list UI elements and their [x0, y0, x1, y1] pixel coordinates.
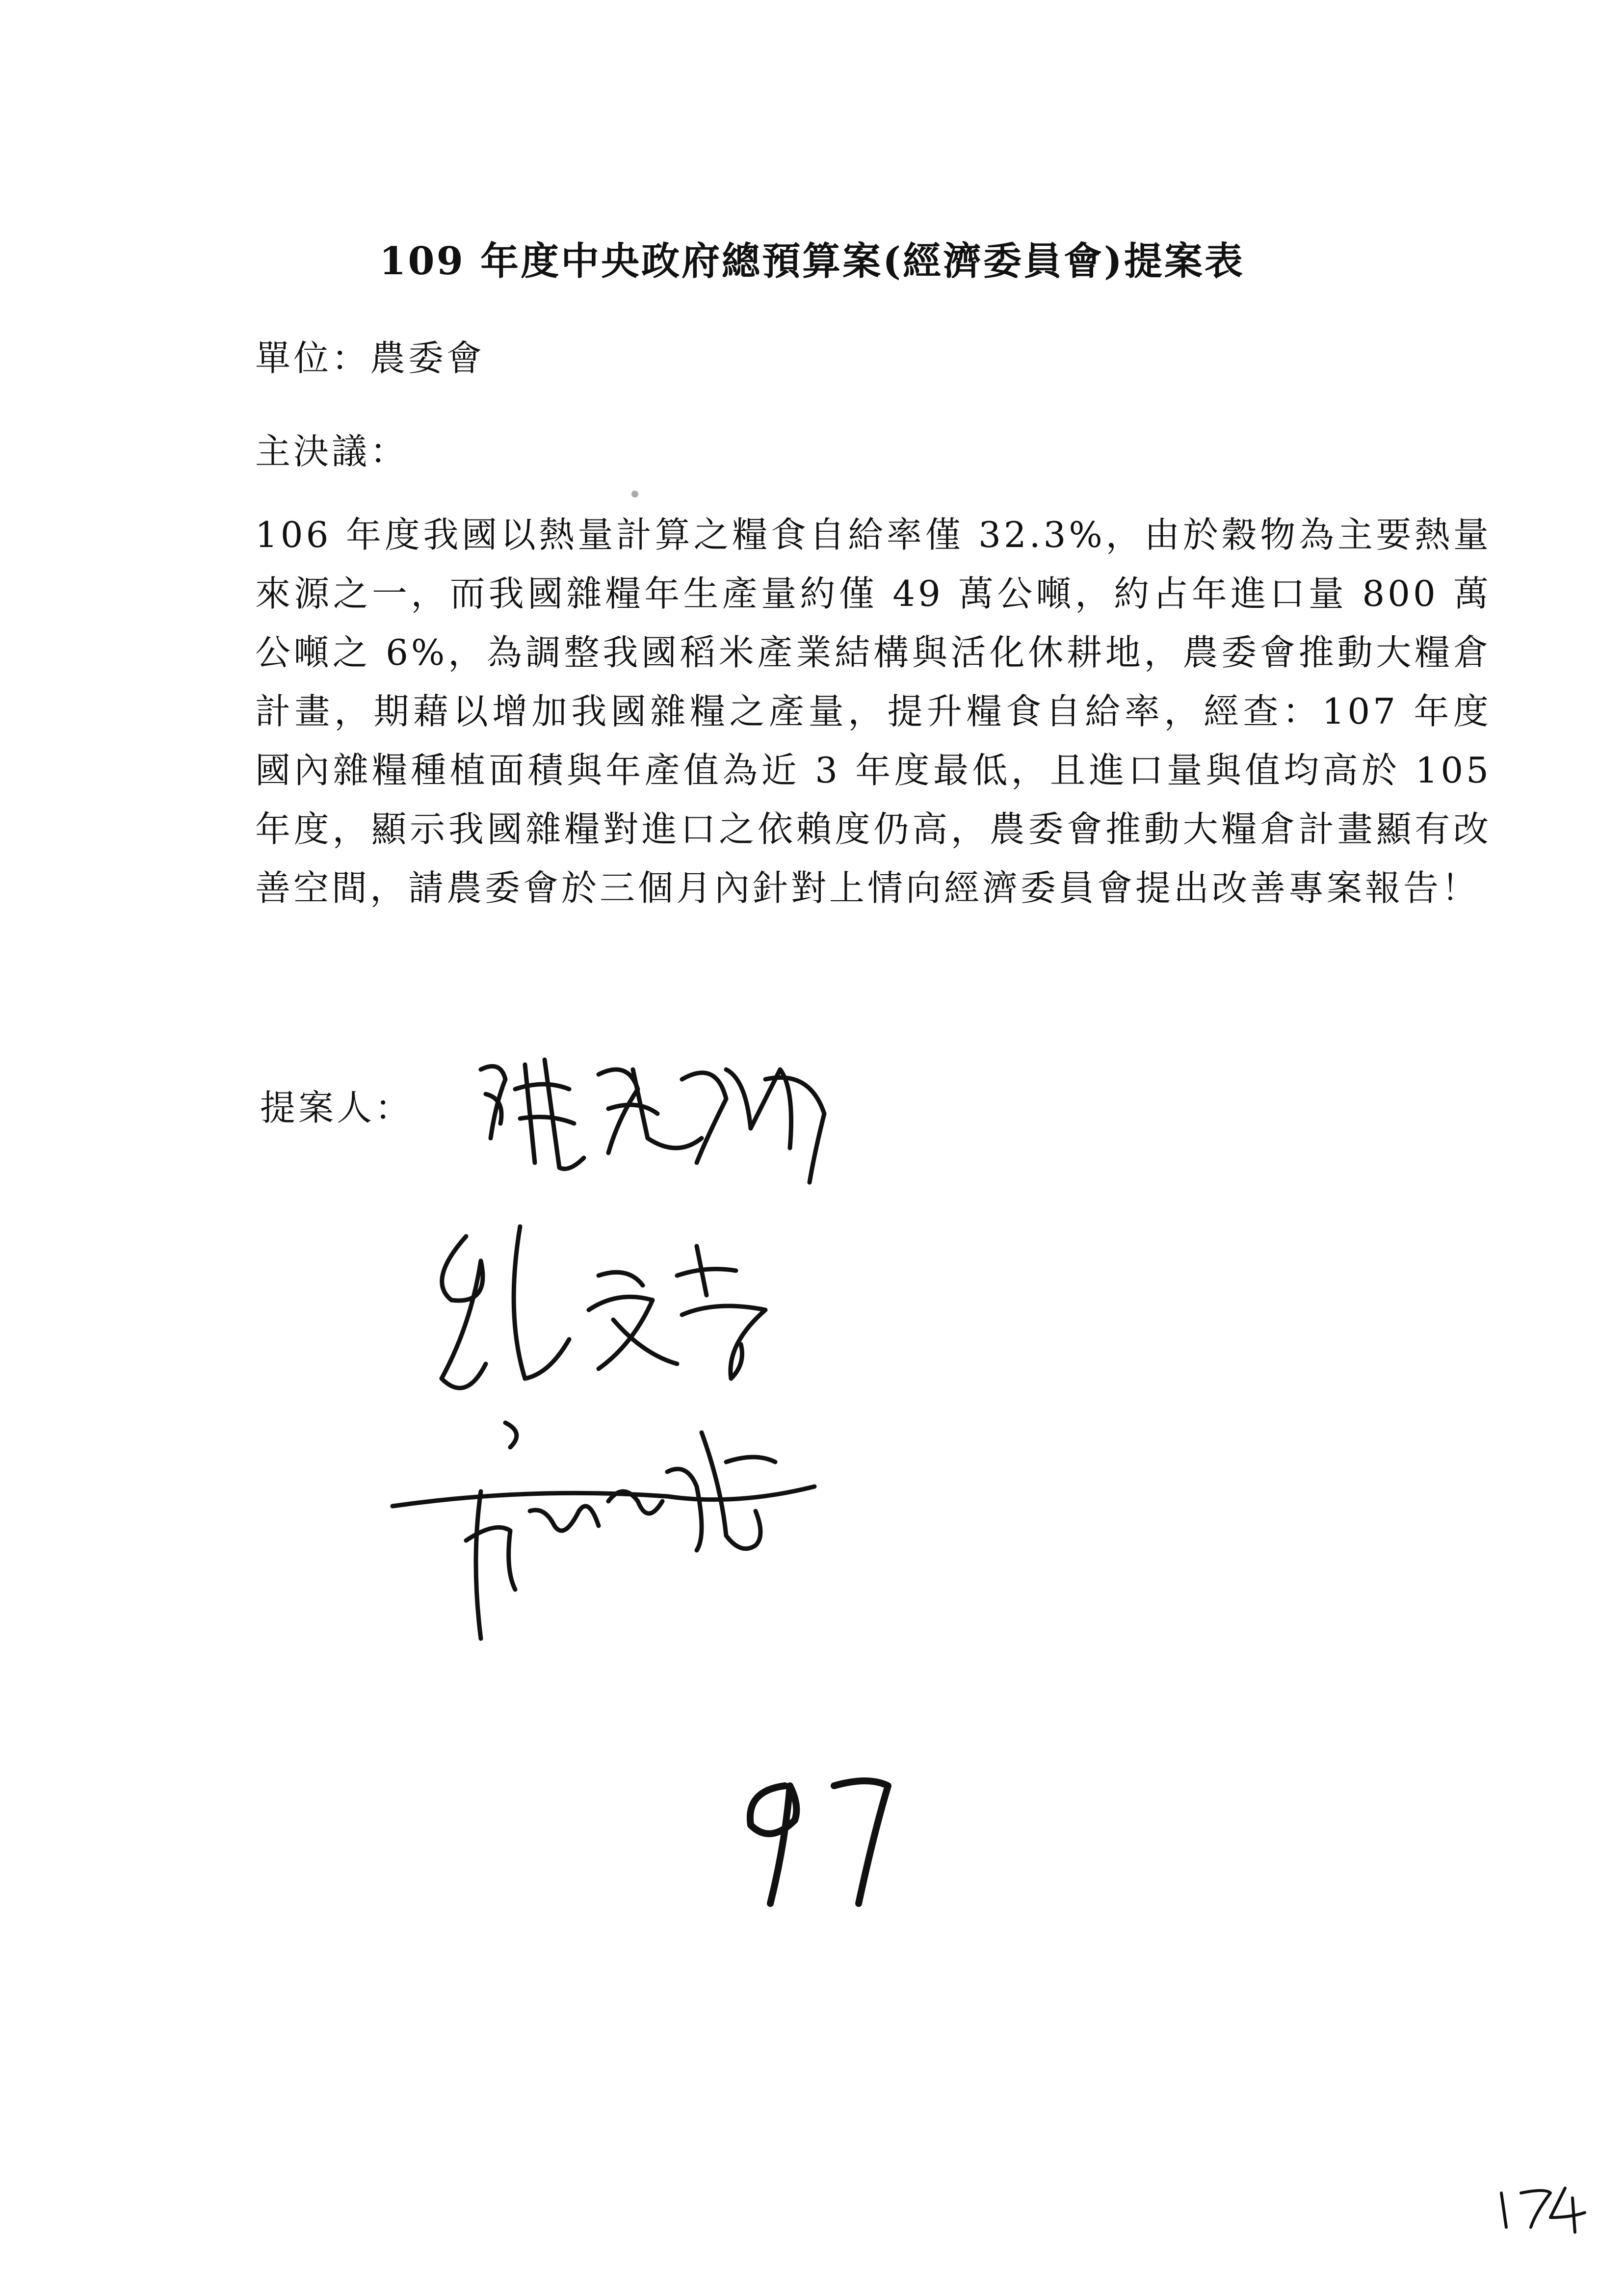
signature-3 — [383, 1413, 854, 1658]
document-title: 109 年度中央政府總預算案(經濟委員會)提案表 — [379, 239, 1245, 284]
signature-2 — [422, 1217, 824, 1413]
scan-speck — [631, 491, 638, 497]
unit-line: 單位：農委會 — [255, 338, 485, 379]
resolution-body: 106 年度我國以熱量計算之糧食自給率僅 32.3%，由於穀物為主要熱量來源之一，而我國雜糧年生產量約僅 49 萬公噸，約占年進口量 800 萬公噸之 6%，為調整我國稻米產業結構與活化休耕地，農委會推動大糧倉計畫，期藉以增加我國雜糧之產量，提升糧食自給率，經查：107 年度國內雜糧種植面積與年產值為近 3 年度最低，且進口量與值均高於 105 年度，顯示我國雜糧對進口之依賴度仍高，農委會推動大糧倉計畫顯有改善空間，請農委會於三個月內針對上情向經濟委員會提出改善專案報告！ — [255, 514, 1492, 909]
signature-1 — [471, 1040, 844, 1187]
handwritten-number — [726, 1766, 922, 1913]
resolution-label: 主決議： — [255, 431, 409, 472]
page-number — [1492, 2178, 1590, 2237]
proposer-label: 提案人： — [260, 1087, 414, 1128]
